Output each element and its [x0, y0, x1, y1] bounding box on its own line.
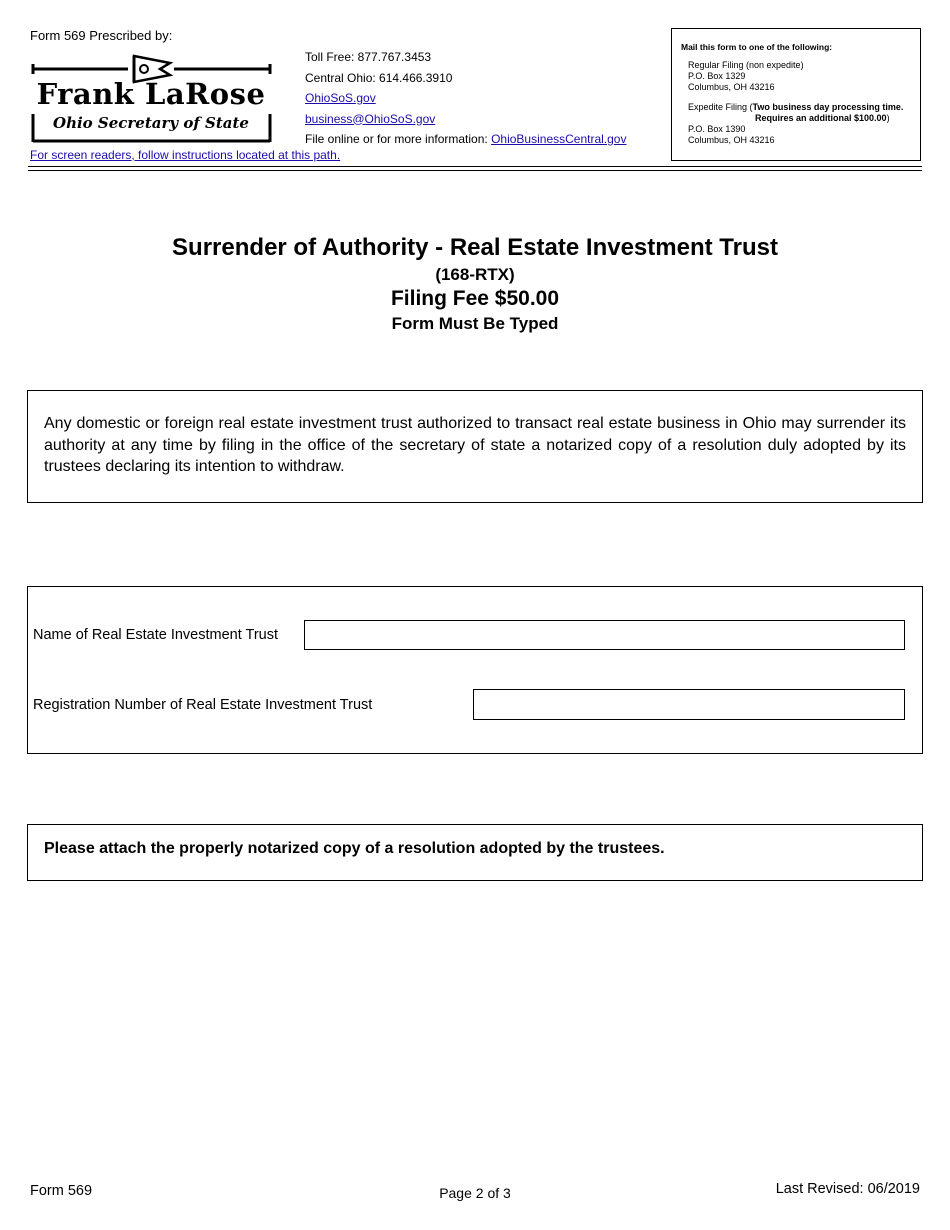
- business-central-link[interactable]: OhioBusinessCentral.gov: [491, 132, 627, 146]
- filing-fee: Filing Fee $50.00: [390, 287, 560, 310]
- regular-box: P.O. Box 1329: [688, 71, 746, 81]
- regular-filing: [688, 60, 804, 93]
- typed-notice: Form Must Be Typed: [391, 314, 559, 333]
- file-online-text: File online or for more information:: [305, 132, 492, 146]
- email-link[interactable]: business@OhioSoS.gov: [305, 111, 436, 126]
- central-ohio-phone: Central Ohio: 614.466.3910: [305, 70, 453, 85]
- expedite-suffix: ): [886, 113, 890, 123]
- trust-name-input[interactable]: [304, 620, 905, 650]
- toll-free: Toll Free: 877.767.3453: [305, 50, 432, 64]
- header-rule: [28, 166, 922, 167]
- instructions-box: [27, 390, 923, 503]
- registration-number-input[interactable]: [473, 689, 905, 720]
- attach-note-box: [27, 824, 923, 881]
- footer-revised: Last Revised: 06/2019: [775, 1181, 920, 1197]
- expedite-filing: [688, 102, 918, 146]
- expedite-city: Columbus, OH 43216: [688, 135, 775, 145]
- expedite-box: P.O. Box 1390: [688, 124, 746, 134]
- screen-reader-link[interactable]: For screen readers, follow instructions located at this path.: [30, 148, 341, 162]
- regular-city: Columbus, OH 43216: [688, 82, 775, 92]
- mail-info-box: [671, 28, 921, 161]
- mail-heading: Mail this form to one of the following:: [681, 42, 833, 52]
- footer-form-number: Form 569: [30, 1183, 93, 1199]
- secretary-logo: [30, 52, 272, 144]
- logo-name: Frank LaRose: [36, 77, 266, 111]
- footer-page-number: Page 2 of 3: [439, 1185, 511, 1201]
- expedite-note-1: Two business day processing time.: [752, 102, 904, 112]
- trust-name-label: Name of Real Estate Investment Trust: [33, 627, 278, 643]
- attach-note: Please attach the properly notarized copy of a resolution adopted by the trustees.: [44, 840, 665, 857]
- form-code: (168-RTX): [435, 265, 515, 284]
- expedite-note-2: Requires an additional $100.00: [755, 113, 887, 123]
- website-link[interactable]: OhioSoS.gov: [305, 91, 376, 105]
- expedite-prefix: Expedite Filing (: [688, 102, 753, 112]
- form-title: Surrender of Authority - Real Estate Investment Trust: [172, 234, 778, 261]
- prescribed-by: Form 569 Prescribed by:: [30, 28, 173, 43]
- logo-title: Ohio Secretary of State: [53, 114, 249, 132]
- trust-fields-box: [27, 586, 923, 754]
- regular-label: Regular Filing (non expedite): [688, 60, 804, 70]
- header-rule-2: [28, 170, 922, 171]
- registration-number-label: Registration Number of Real Estate Investment Trust: [33, 697, 373, 713]
- contact-info: [305, 47, 626, 150]
- instructions-text: Any domestic or foreign real estate investment trust authorized to transact real estate business in Ohio may surrender its authority at any time by filing in the office of the secretary of state a notarized copy of a resolution duly adopted by its trustees declaring its intention to withdraw.: [44, 415, 906, 475]
